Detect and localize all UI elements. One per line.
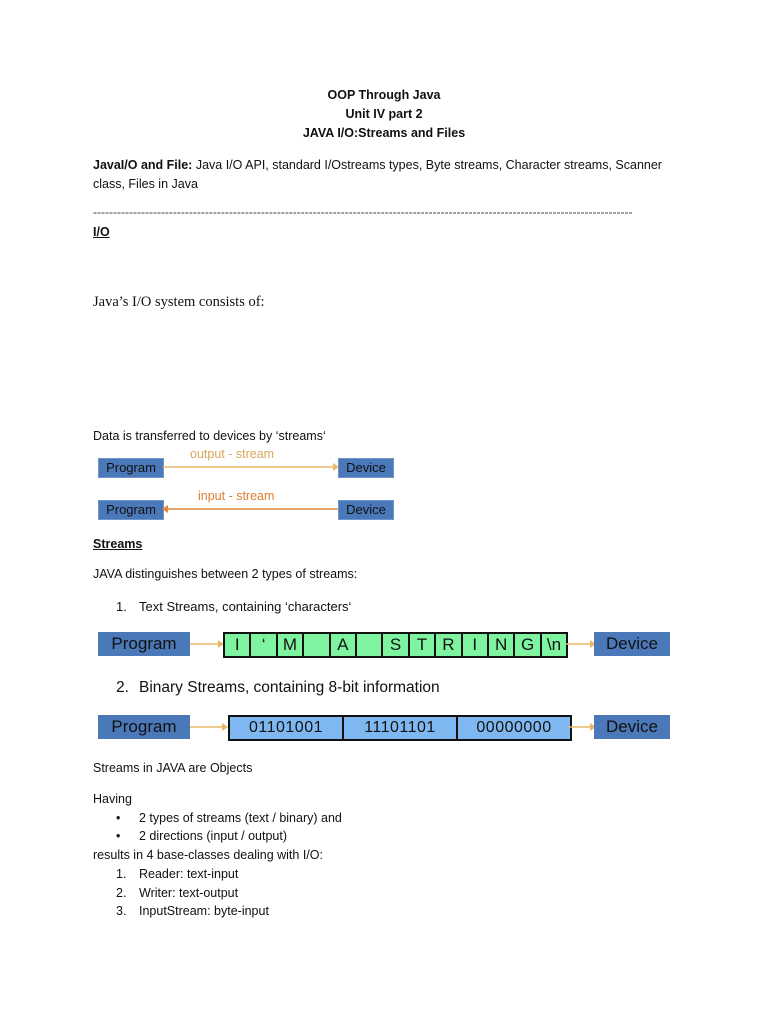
bullet-item: 2 types of streams (text / binary) and [139, 811, 342, 825]
having-text: Having [93, 792, 132, 806]
text-stream-char-cell: G [513, 632, 541, 658]
list-item-1-number: 1. [116, 599, 127, 614]
program-box-text: Program [98, 632, 190, 656]
io-system-text: Java’s I/O system consists of: [93, 294, 265, 310]
text-stream-char-cell: M [276, 632, 304, 658]
list-item-2-number: 2. [116, 679, 129, 696]
program-box-binary: Program [98, 715, 190, 739]
binary-stream-byte-cell: 00000000 [456, 715, 572, 741]
objects-text: Streams in JAVA are Objects [93, 761, 253, 775]
text-stream-char-cell: S [381, 632, 409, 658]
device-box-binary: Device [594, 715, 670, 739]
base-class-number: 2. [116, 886, 127, 900]
list-item-1-text: Text Streams, containing ‘characters‘ [139, 599, 352, 614]
output-stream-label: output - stream [190, 447, 275, 461]
binary-stream-arrow-out [568, 721, 596, 733]
results-text: results in 4 base-classes dealing with I/O: [93, 848, 323, 862]
bullet-item: 2 directions (input / output) [139, 829, 287, 843]
text-stream-char-cell: T [408, 632, 436, 658]
bullet-dot: • [116, 811, 121, 825]
section-divider: --------------------------------------------------------------------------------------------------------------------------------------- [93, 205, 633, 219]
input-stream-arrow [162, 502, 338, 516]
base-class-number: 1. [116, 867, 127, 881]
input-stream-label: input - stream [198, 489, 275, 503]
base-class-item: Writer: text-output [139, 886, 239, 900]
text-stream-char-cell [355, 632, 383, 658]
text-stream-arrow-out [566, 638, 596, 650]
unit-title: Unit IV part 2 [345, 107, 423, 121]
text-stream-char-cell: A [329, 632, 357, 658]
syllabus-label: JavaI/O and File: [93, 158, 193, 172]
text-stream-char-cell: I [223, 632, 251, 658]
transfer-text: Data is transferred to devices by ‘streams‘ [93, 429, 326, 443]
io-heading: I/O [93, 225, 110, 239]
binary-stream-byte-cell: 11101101 [342, 715, 458, 741]
base-class-item: InputStream: byte-input [139, 904, 269, 918]
distinguish-text: JAVA distinguishes between 2 types of streams: [93, 567, 358, 581]
text-stream-char-cell: \n [540, 632, 568, 658]
syllabus-text-line2: class, Files in Java [93, 177, 198, 191]
streams-heading: Streams [93, 537, 143, 551]
syllabus-paragraph [93, 156, 693, 194]
device-box-text: Device [594, 632, 670, 656]
binary-stream-byte-cell: 01101001 [228, 715, 344, 741]
base-class-item: Reader: text-input [139, 867, 239, 881]
base-class-number: 3. [116, 904, 127, 918]
text-stream-char-cell: ‘ [249, 632, 277, 658]
course-title: OOP Through Java [327, 88, 441, 102]
device-box-output: Device [338, 458, 394, 478]
binary-stream-arrow-in [190, 721, 228, 733]
topic-title: JAVA I/O:Streams and Files [302, 126, 466, 140]
device-box-input: Device [338, 500, 394, 520]
program-box-input: Program [98, 500, 164, 520]
text-stream-char-cell: R [434, 632, 462, 658]
program-box-output: Program [98, 458, 164, 478]
text-stream-arrow-in [190, 638, 224, 650]
text-stream-char-cell: N [487, 632, 515, 658]
output-stream-arrow [163, 460, 339, 474]
text-stream-char-cell: I [461, 632, 489, 658]
text-stream-char-cell [302, 632, 330, 658]
syllabus-text: Java I/O API, standard I/Ostreams types, Byte streams, Character streams, Scanner [192, 158, 662, 172]
list-item-2-text: Binary Streams, containing 8-bit information [139, 679, 440, 696]
bullet-dot: • [116, 829, 121, 843]
